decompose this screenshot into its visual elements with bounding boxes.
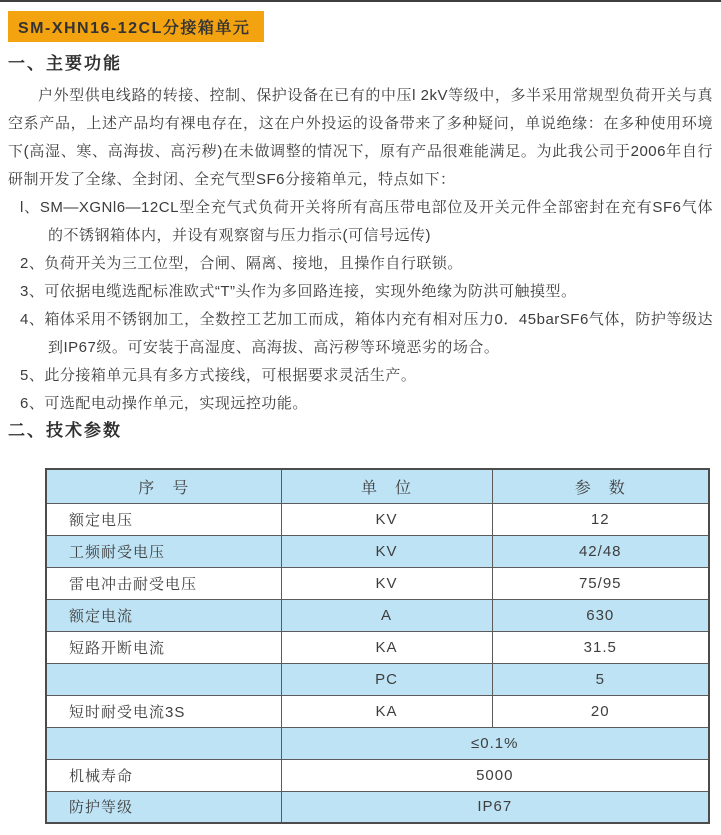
param-value-cell: ≤0.1% [281, 727, 709, 759]
param-unit-cell: KA [281, 695, 492, 727]
param-name-cell: 机械寿命 [46, 759, 281, 791]
param-name-cell: 额定电流 [46, 599, 281, 631]
feature-item: 6、可选配电动操作单元，实现远控功能。 [20, 395, 308, 412]
feature-list [20, 194, 713, 418]
param-name-cell [46, 727, 281, 759]
param-name-cell: 短时耐受电流3S [46, 695, 281, 727]
param-name-cell: 防护等级 [46, 791, 281, 823]
table-row [46, 599, 709, 631]
param-value-cell: 42/48 [492, 535, 709, 567]
table-header-row [46, 469, 709, 503]
param-name-cell: 短路开断电流 [46, 631, 281, 663]
param-unit-cell: PC [281, 663, 492, 695]
param-value-cell: 75/95 [492, 567, 709, 599]
column-header-value: 参 数 [492, 469, 709, 503]
param-name-cell [46, 663, 281, 695]
param-name-cell: 雷电冲击耐受电压 [46, 567, 281, 599]
param-name-cell: 额定电压 [46, 503, 281, 535]
param-unit-cell: KA [281, 631, 492, 663]
table-row [46, 567, 709, 599]
section-heading-functions: 一、主要功能 [8, 54, 122, 73]
column-header-name: 序 号 [46, 469, 281, 503]
param-unit-cell: KV [281, 567, 492, 599]
page-title: SM-XHN16-12CL分接箱单元 [8, 11, 264, 42]
param-value-cell: 12 [492, 503, 709, 535]
feature-item: l、SM—XGNl6—12CL型全充气式负荷开关将所有高压带电部位及开关元件全部密封在充有SF6气体的不锈钢箱体内，并设有观察窗与压力指示(可信号远传) [20, 199, 713, 244]
section-heading-params: 二、技术参数 [8, 421, 122, 440]
param-unit-cell: A [281, 599, 492, 631]
param-unit-cell: KV [281, 503, 492, 535]
feature-item: 5、此分接箱单元具有多方式接线，可根据要求灵活生产。 [20, 367, 417, 384]
table-row [46, 663, 709, 695]
param-unit-cell: KV [281, 535, 492, 567]
feature-item: 4、箱体采用不锈钢加工，全数控工艺加工而成，箱体内充有相对压力0．45barSF6气体，防护等级达到IP67级。可安装于高湿度、高海拔、高污秽等环境恶劣的场合。 [20, 311, 713, 356]
feature-item: 3、可依据电缆选配标准欧式“T”头作为多回路连接，实现外绝缘为防洪可触摸型。 [20, 283, 577, 300]
table-row [46, 727, 709, 759]
param-name-cell: 工频耐受电压 [46, 535, 281, 567]
table-row [46, 535, 709, 567]
feature-item: 2、负荷开关为三工位型，合闸、隔离、接地，且操作自行联锁。 [20, 255, 463, 272]
param-value-cell: 5 [492, 663, 709, 695]
intro-paragraph: 户外型供电线路的转接、控制、保护设备在已有的中压l 2kV等级中，多半采用常规型负荷开关与真空系产品，上述产品均有裸电存在，这在户外投运的设备带来了多种疑问，单说绝缘：在多种使用环境下(高湿、寒、高海拔、高污秽)在未做调整的情况下，原有产品很难能满足。为此我公司于2006年自行研制开发了全缘、全封闭、全充气型SF6分接箱单元，特点如下： [8, 87, 713, 188]
table-row [46, 791, 709, 823]
param-value-cell: 5000 [281, 759, 709, 791]
param-value-cell: IP67 [281, 791, 709, 823]
tech-params-table [45, 468, 710, 824]
table-row [46, 695, 709, 727]
param-value-cell: 20 [492, 695, 709, 727]
table-row [46, 503, 709, 535]
column-header-unit: 单 位 [281, 469, 492, 503]
param-value-cell: 630 [492, 599, 709, 631]
top-rule-divider [0, 0, 721, 2]
param-value-cell: 31.5 [492, 631, 709, 663]
table-row [46, 631, 709, 663]
table-row [46, 759, 709, 791]
